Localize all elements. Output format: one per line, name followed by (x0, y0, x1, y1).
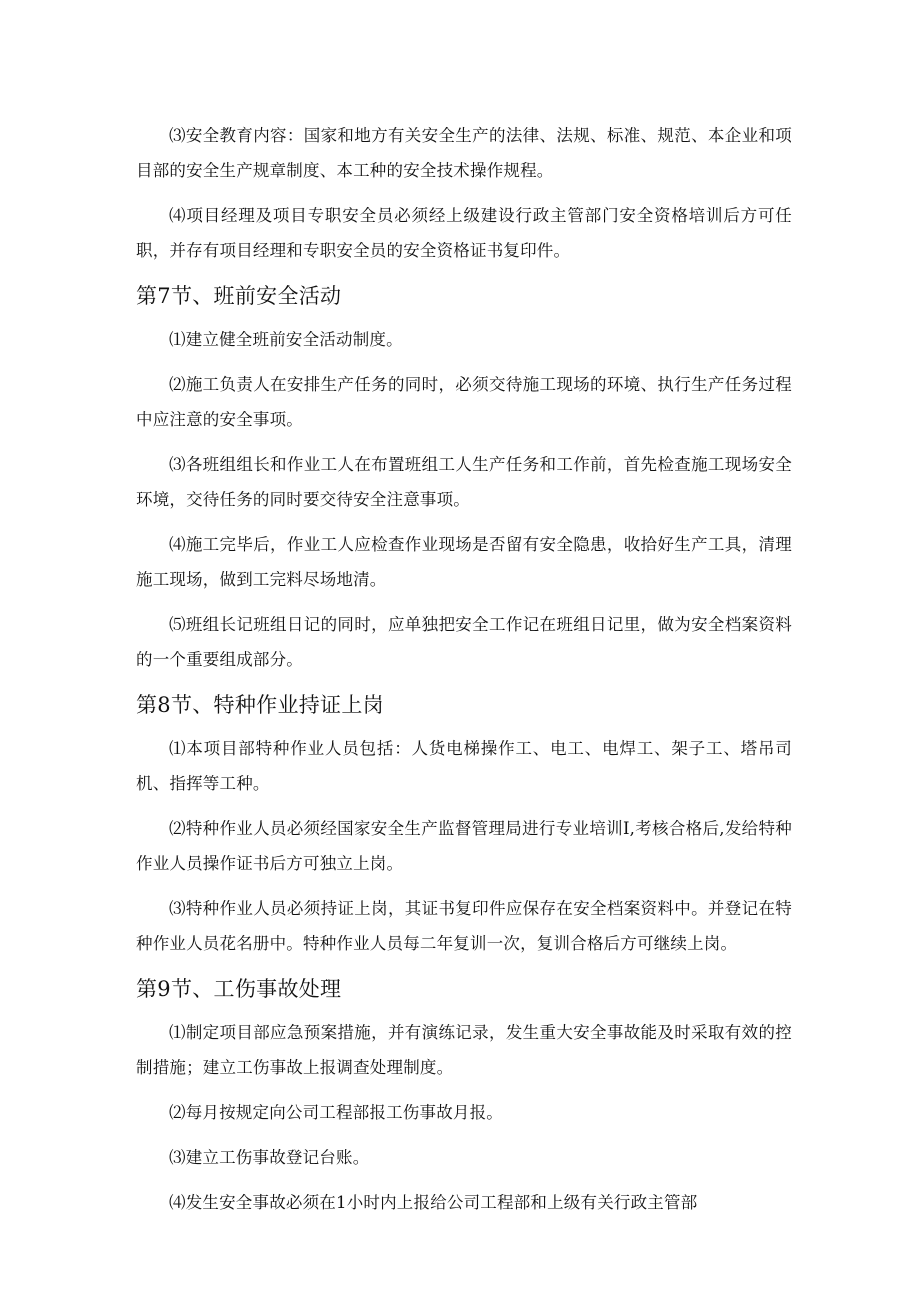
section-7-paragraph-1: ⑴建立健全班前安全活动制度。 (169, 330, 403, 349)
section-9 (136, 971, 792, 1220)
intro-paragraph-4: ⑷项目经理及项目专职安全员必须经上级建设行政主管部门安全资格培训后方可任职，并存有项目经理和专职安全员的安全资格证书复印件。 (136, 206, 792, 260)
section-9-title: 第9节、工伤事故处理 (136, 977, 342, 1001)
section-8-title: 第8节、特种作业持证上岗 (136, 693, 384, 717)
section-9-paragraph-2: ⑵每月按规定向公司工程部报工伤事故月报。 (169, 1103, 503, 1122)
section-7-paragraph-4: ⑷施工完毕后，作业工人应检查作业现场是否留有安全隐患，收拾好生产工具，清理施工现场，做到工完料尽场地清。 (136, 535, 792, 589)
section-8-paragraph-1: ⑴本项目部特种作业人员包括：人货电梯操作工、电工、电焊工、架子工、塔吊司机、指挥等工种。 (136, 739, 792, 793)
document-body (136, 118, 792, 1230)
section-8-paragraph-3: ⑶特种作业人员必须持证上岗，其证书复印件应保存在安全档案资料中。并登记在特种作业人员花名册中。特种作业人员每二年复训一次，复训合格后方可继续上岗。 (136, 899, 792, 953)
section-7-paragraph-2: ⑵施工负责人在安排生产任务的同时，必须交待施工现场的环境、执行生产任务过程中应注意的安全事项。 (136, 375, 792, 429)
section-9-paragraph-4: ⑷发生安全事故必须在1小时内上报给公司工程部和上级有关行政主管部 (169, 1193, 698, 1212)
section-7 (136, 278, 792, 677)
section-7-title: 第7节、班前安全活动 (136, 284, 342, 308)
section-8-paragraph-2: ⑵特种作业人员必须经国家安全生产监督管理局进行专业培训I,考核合格后,发给特种作业人员操作证书后方可独立上岗。 (136, 819, 792, 873)
intro-paragraph-3: ⑶安全教育内容：国家和地方有关安全生产的法律、法规、标准、规范、本企业和项目部的安全生产规章制度、本工种的安全技术操作规程。 (136, 126, 792, 180)
section-7-paragraph-3: ⑶各班组组长和作业工人在布置班组工人生产任务和工作前，首先检查施工现场安全环境，交待任务的同时要交待安全注意事项。 (136, 455, 792, 509)
section-9-paragraph-1: ⑴制定项目部应急预案措施，并有演练记录，发生重大安全事故能及时采取有效的控制措施；建立工伤事故上报调查处理制度。 (136, 1023, 792, 1077)
section-8 (136, 687, 792, 961)
section-9-paragraph-3: ⑶建立工伤事故登记台账。 (169, 1148, 370, 1167)
section-7-paragraph-5: ⑸班组长记班组日记的同时，应单独把安全工作记在班组日记里，做为安全档案资料的一个重要组成部分。 (136, 615, 792, 669)
